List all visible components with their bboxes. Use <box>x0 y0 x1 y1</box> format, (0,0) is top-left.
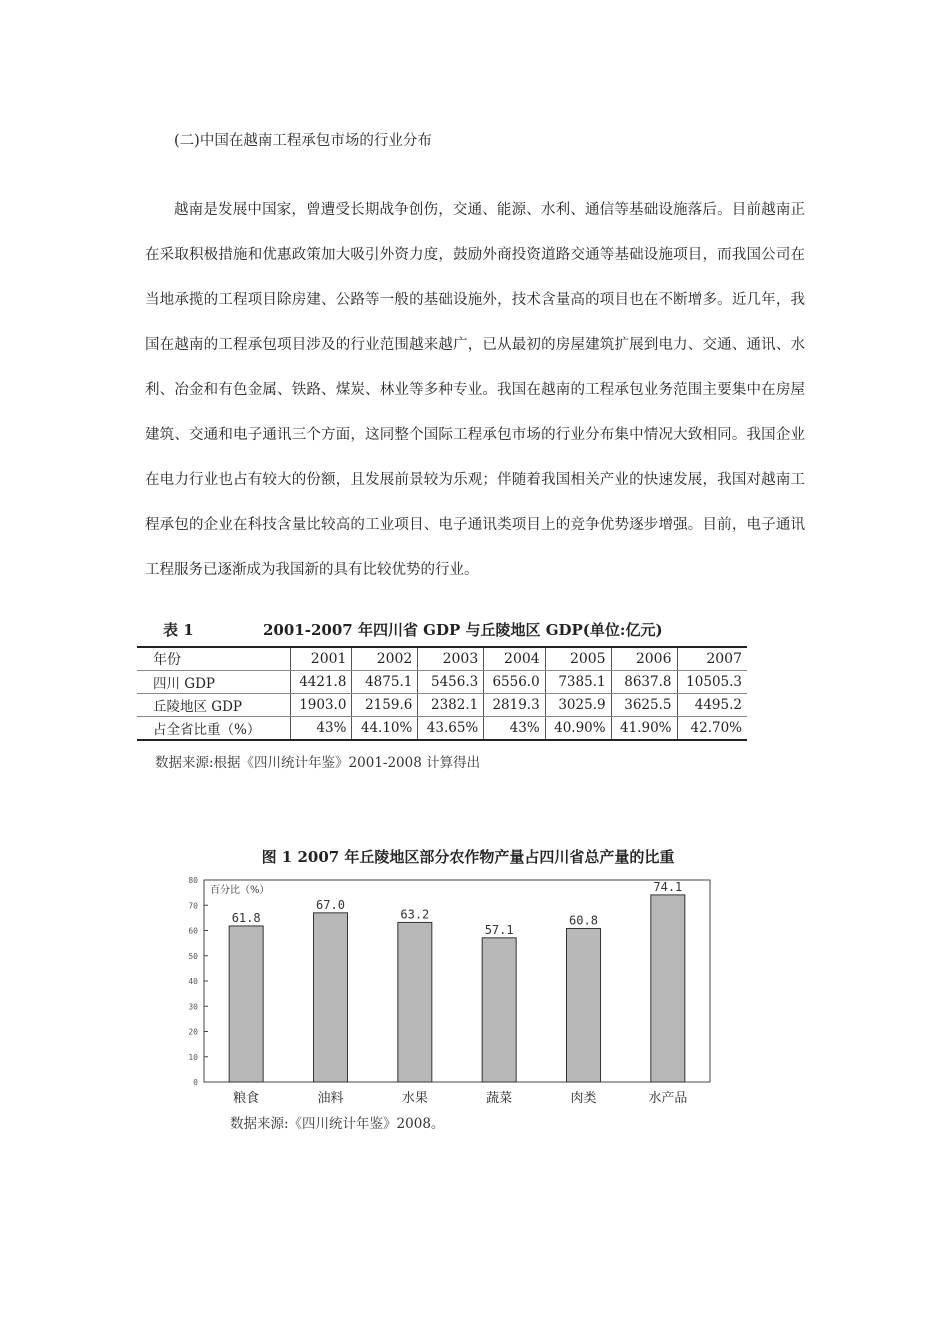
table-cell: 4495.2 <box>677 694 747 717</box>
bar <box>398 922 432 1082</box>
bar-value-label: 61.8 <box>231 910 261 925</box>
bar <box>314 913 348 1082</box>
y-tick-label: 70 <box>188 901 198 911</box>
bar-value-label: 67.0 <box>316 897 345 912</box>
table-caption <box>137 612 747 646</box>
table-cell: 4875.1 <box>352 671 418 694</box>
table-cell: 2006 <box>611 647 677 671</box>
table-cell: 2382.1 <box>418 694 484 717</box>
bar <box>229 926 263 1082</box>
table-row-label: 丘陵地区 GDP <box>137 694 291 717</box>
table-row-label: 年份 <box>137 647 291 671</box>
x-category-label: 水产品 <box>648 1091 688 1106</box>
chart-title: 图 1 2007 年丘陵地区部分农作物产量占四川省总产量的比重 <box>261 848 675 866</box>
table-cell: 42.70% <box>677 717 747 741</box>
crop-share-chart <box>178 842 758 1142</box>
y-axis-label: 百分比（%） <box>210 885 270 896</box>
section-heading: (二)中国在越南工程承包市场的行业分布 <box>174 133 432 149</box>
table-cell: 2159.6 <box>352 694 418 717</box>
table-row <box>137 694 747 717</box>
bar-value-label: 57.1 <box>484 922 514 937</box>
table-row-label: 占全省比重（%） <box>137 717 291 741</box>
bar <box>482 938 516 1082</box>
body-paragraph: 越南是发展中国家，曾遭受长期战争创伤，交通、能源、水利、通信等基础设施落后。目前越南正在采取积极措施和优惠政策加大吸引外资力度，鼓励外商投资道路交通等基础设施项目，而我国公司在当地承揽的工程项目除房建、公路等一般的基础设施外，技术含量高的项目也在不断增多。近几年，我国在越南的工程承包项目涉及的行业范围越来越广，已从最初的房屋建筑扩展到电力、交通、通讯、水利、冶金和有色金属、铁路、煤炭、林业等多种专业。我国在越南的工程承包业务范围主要集中在房屋建筑、交通和电子通讯三个方面，这同整个国际工程承包市场的行业分布集中情况大致相同。我国企业在电力行业也占有较大的份额，且发展前景较为乐观；伴随着我国相关产业的快速发展，我国对越南工程承包的企业在科技含量比较高的工业项目、电子通讯类项目上的竞争优势逐步增强。目前，电子通讯工程服务已逐渐成为我国新的具有比较优势的行业。 <box>145 202 805 578</box>
y-tick-label: 30 <box>188 1002 198 1012</box>
x-category-label: 油料 <box>317 1091 344 1106</box>
table-cell: 2819.3 <box>484 694 545 717</box>
y-tick-label: 60 <box>188 926 198 936</box>
table-row <box>137 671 747 694</box>
bar-chart-svg <box>178 874 758 1110</box>
table-cell: 10505.3 <box>677 671 747 694</box>
table-cell: 3025.9 <box>545 694 611 717</box>
y-tick-label: 80 <box>188 876 198 885</box>
y-tick-label: 20 <box>188 1027 198 1037</box>
gdp-table <box>137 646 747 741</box>
table-cell: 8637.8 <box>611 671 677 694</box>
y-tick-label: 40 <box>188 977 198 986</box>
bar-value-label: 74.1 <box>653 879 683 894</box>
table-cell: 7385.1 <box>545 671 611 694</box>
bar-value-label: 60.8 <box>569 913 598 928</box>
bar <box>567 928 601 1082</box>
table-cell: 1903.0 <box>291 694 352 717</box>
table-cell: 2004 <box>484 647 545 671</box>
table-source: 数据来源:根据《四川统计年鉴》2001-2008 计算得出 <box>155 755 481 771</box>
table-cell: 2003 <box>418 647 484 671</box>
table-header-row <box>137 647 747 671</box>
gdp-table-block <box>137 612 747 771</box>
table-cell: 43.65% <box>418 717 484 741</box>
table-cell: 2001 <box>291 647 352 671</box>
table-cell: 43% <box>291 717 352 741</box>
table-cell: 2007 <box>677 647 747 671</box>
x-category-label: 水果 <box>401 1091 428 1106</box>
x-category-label: 粮食 <box>233 1091 260 1106</box>
table-cell: 3625.5 <box>611 694 677 717</box>
table-title: 2001-2007 年四川省 GDP 与丘陵地区 GDP(单位:亿元) <box>263 620 663 639</box>
table-cell: 43% <box>484 717 545 741</box>
bar <box>651 895 685 1082</box>
y-tick-label: 50 <box>188 951 198 961</box>
x-category-label: 蔬菜 <box>486 1091 513 1106</box>
table-label: 表 1 <box>163 620 194 639</box>
plot-frame <box>204 880 710 1082</box>
table-cell: 2005 <box>545 647 611 671</box>
table-cell: 4421.8 <box>291 671 352 694</box>
y-tick-label: 10 <box>188 1052 198 1062</box>
table-cell: 2002 <box>352 647 418 671</box>
table-row-label: 四川 GDP <box>137 671 291 694</box>
table-cell: 5456.3 <box>418 671 484 694</box>
table-cell: 41.90% <box>611 717 677 741</box>
y-tick-label: 0 <box>193 1078 198 1087</box>
table-row <box>137 717 747 741</box>
table-cell: 6556.0 <box>484 671 545 694</box>
x-category-label: 肉类 <box>570 1091 597 1106</box>
table-cell: 40.90% <box>545 717 611 741</box>
bar-value-label: 63.2 <box>400 907 430 922</box>
chart-source: 数据来源:《四川统计年鉴》2008。 <box>230 1116 445 1132</box>
table-cell: 44.10% <box>352 717 418 741</box>
